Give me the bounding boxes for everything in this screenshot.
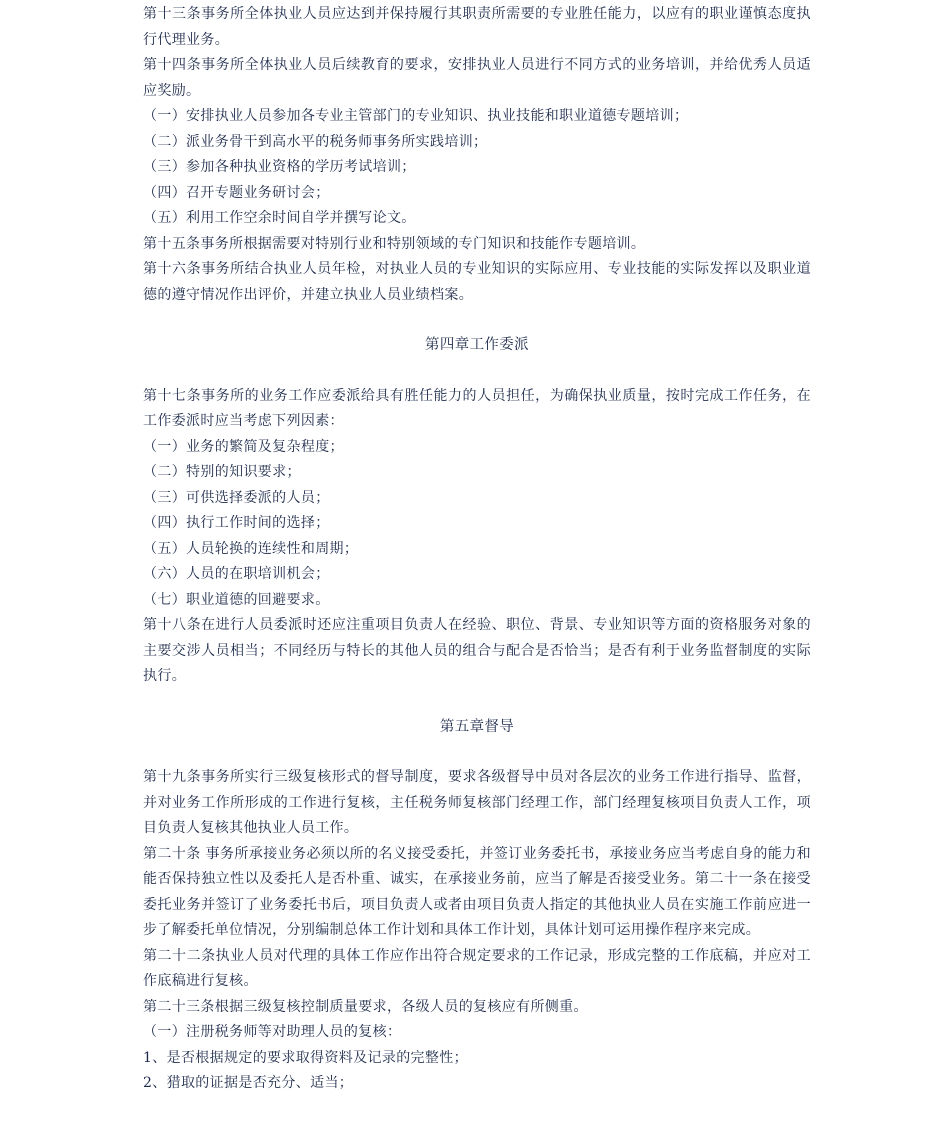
- spacer: [143, 359, 811, 384]
- article-23: 第二十三条根据三级复核控制质量要求，各级人员的复核应有所侧重。: [143, 998, 588, 1015]
- article-13: 第十三条事务所全体执业人员应达到并保持履行其职责所需要的专业胜任能力，以应有的职业谨慎态度执行代理业务。: [143, 6, 811, 48]
- article-18: 第十八条在进行人员委派时还应注重项目负责人在经验、职位、背景、专业知识等方面的资格服务对象的主要交涉人员相当；不同经历与特长的其他人员的组合与配合是否恰当；是否有利于业务监督制度的实际执行。: [143, 617, 811, 684]
- spacer: [143, 690, 811, 715]
- spacer: [143, 308, 811, 333]
- article-14-item-5: （五）利用工作空余时间自学并撰写论文。: [143, 210, 416, 226]
- article-23-point-2: 2、猎取的证据是否充分、适当；: [143, 1075, 354, 1091]
- articles-section-a: [143, 2, 811, 308]
- article-14-item-4: （四）召开专题业务研讨会；: [143, 184, 330, 201]
- articles-section-b: [143, 384, 811, 690]
- article-14-item-2: （二）派业务骨干到高水平的税务师事务所实践培训；: [143, 133, 488, 150]
- article-20-21: 第二十条 事务所承接业务必须以所的名义接受委托，并签订业务委托书，承接业务应当考虑自身的能力和能否保持独立性以及委托人是否朴重、诚实，在承接业务前，应当了解是否接受业务。第二十一条在接受委托业务并签订了业务委托书后，项目负责人或者由项目负责人指定的其他执业人员在实施工作前应进一步了解委托单位情况，分别编制总体工作计划和具体工作计划，具体计划可运用操作程序来完成。: [143, 845, 811, 938]
- article-19: 第十九条事务所实行三级复核形式的督导制度，要求各级督导中员对各层次的业务工作进行指导、监督，并对业务工作所形成的工作进行复核，主任税务师复核部门经理工作，部门经理复核项目负责人工作，项目负责人复核其他执业人员工作。: [143, 769, 811, 836]
- document-body: [143, 2, 811, 1097]
- articles-section-c: [143, 765, 811, 1097]
- article-22: 第二十二条执业人员对代理的具体工作应作出符合规定要求的工作记录，形成完整的工作底稿，并应对工作底稿进行复核。: [143, 947, 811, 989]
- article-17-item-3: （三）可供选择委派的人员；: [143, 489, 330, 506]
- article-17-item-6: （六）人员的在职培训机会；: [143, 566, 330, 582]
- article-14-item-3: （三）参加各种执业资格的学历考试培训；: [143, 159, 416, 175]
- article-14: 第十四条事务所全体执业人员后续教育的要求，安排执业人员进行不同方式的业务培训，并给优秀人员适应奖励。: [143, 57, 811, 99]
- article-15: 第十五条事务所根据需要对特别行业和特别领域的专门知识和技能作专题培训。: [143, 235, 646, 252]
- article-17: 第十七条事务所的业务工作应委派给具有胜任能力的人员担任，为确保执业质量，按时完成工作任务，在工作委派时应当考虑下列因素：: [143, 387, 811, 429]
- spacer: [143, 740, 811, 765]
- article-17-item-5: （五）人员轮换的连续性和周期；: [143, 540, 359, 557]
- chapter-5-heading: 第五章督导: [439, 718, 515, 735]
- chapter-4-heading: 第四章工作委派: [425, 337, 529, 353]
- article-16: 第十六条事务所结合执业人员年检，对执业人员的专业知识的实际应用、专业技能的实际发挥以及职业道德的遵守情况作出评价，并建立执业人员业绩档案。: [143, 261, 811, 303]
- article-17-item-1: （一）业务的繁简及复杂程度；: [143, 438, 344, 455]
- article-17-item-2: （二）特别的知识要求；: [143, 464, 301, 480]
- article-23-point-1: 1、是否根据规定的要求取得资料及记录的完整性；: [143, 1049, 468, 1066]
- article-14-item-1: （一）安排执业人员参加各专业主管部门的专业知识、执业技能和职业道德专题培训；: [143, 108, 689, 124]
- article-23-item-1: （一）注册税务师等对助理人员的复核：: [143, 1024, 402, 1040]
- article-17-item-7: （七）职业道德的回避要求。: [143, 591, 330, 608]
- article-17-item-4: （四）执行工作时间的选择；: [143, 515, 330, 531]
